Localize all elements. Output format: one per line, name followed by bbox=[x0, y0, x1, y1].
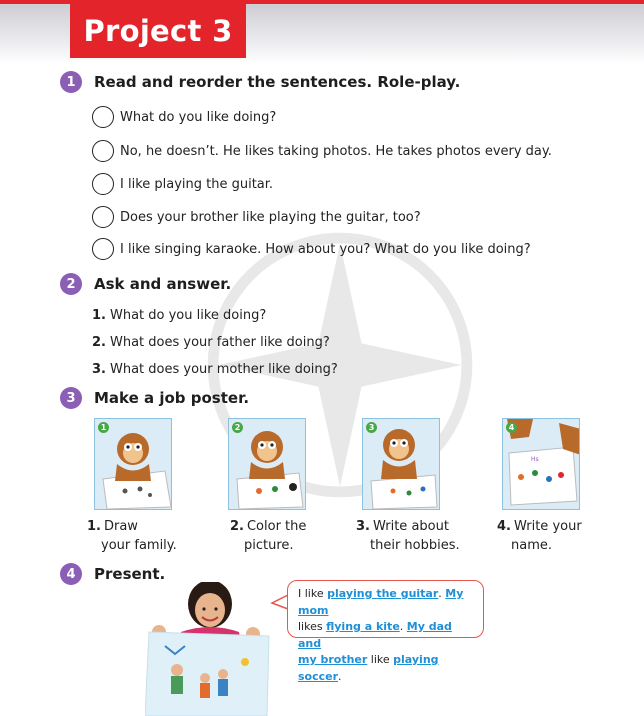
order-circle[interactable] bbox=[92, 173, 114, 195]
speech-answer: My dad and bbox=[298, 620, 452, 650]
section-1-heading bbox=[60, 71, 460, 93]
speech-answer: my brother bbox=[298, 653, 368, 666]
step-1-badge: 1 bbox=[98, 422, 109, 433]
question-text: What does your mother like doing? bbox=[109, 362, 338, 377]
sentence-row bbox=[92, 106, 276, 128]
section-2-heading bbox=[60, 273, 231, 295]
step-4-image bbox=[502, 418, 580, 510]
sentence-text: No, he doesn’t. He likes taking photos. He takes photos every day. bbox=[120, 143, 552, 159]
speech-answer: playing soccer bbox=[298, 653, 439, 683]
step-line-2: picture. bbox=[244, 538, 294, 553]
step-line-1: Write about bbox=[372, 519, 449, 534]
order-circle[interactable] bbox=[92, 206, 114, 228]
section-4-number: 4 bbox=[60, 563, 82, 585]
speech-answer: playing the guitar bbox=[327, 587, 439, 600]
step-line-2: your family. bbox=[101, 538, 177, 553]
step-line-1: Draw bbox=[103, 519, 138, 534]
sentence-row bbox=[92, 206, 421, 228]
section-3-heading bbox=[60, 387, 249, 409]
order-circle[interactable] bbox=[92, 140, 114, 162]
question-item bbox=[92, 308, 266, 323]
step-line-1: Write your bbox=[513, 519, 582, 534]
question-number: 1. bbox=[92, 308, 106, 323]
step-number: 4. bbox=[497, 519, 511, 534]
step-line-1: Color the bbox=[246, 519, 307, 534]
step-4-badge: 4 bbox=[506, 422, 517, 433]
speech-word: I like bbox=[298, 587, 324, 600]
step-2-badge: 2 bbox=[232, 422, 243, 433]
sentence-row bbox=[92, 173, 273, 195]
speech-word: likes bbox=[298, 620, 323, 633]
step-1-caption bbox=[87, 517, 177, 555]
question-item bbox=[92, 362, 338, 377]
finished-poster-icon bbox=[503, 419, 580, 510]
order-circle[interactable] bbox=[92, 238, 114, 260]
section-1-title: Read and reorder the sentences. Role-play. bbox=[94, 73, 461, 91]
page-title: Project 3 bbox=[70, 4, 246, 58]
step-3-image bbox=[362, 418, 440, 510]
step-2-image bbox=[228, 418, 306, 510]
question-number: 3. bbox=[92, 362, 106, 377]
sentence-text: What do you like doing? bbox=[120, 109, 277, 125]
question-text: What do you like doing? bbox=[109, 308, 267, 323]
sentence-row bbox=[92, 140, 552, 162]
step-1-image bbox=[94, 418, 172, 510]
question-text: What does your father like doing? bbox=[109, 335, 330, 350]
section-2-title: Ask and answer. bbox=[94, 275, 232, 293]
monkey-drawing-icon bbox=[95, 419, 172, 510]
speech-bubble bbox=[287, 580, 484, 683]
section-1-number: 1 bbox=[60, 71, 82, 93]
speech-word: like bbox=[370, 653, 390, 666]
sentence-row bbox=[92, 238, 531, 260]
step-3-badge: 3 bbox=[366, 422, 377, 433]
sentence-text: Does your brother like playing the guitar, too? bbox=[120, 209, 421, 225]
speech-word: . bbox=[399, 620, 404, 633]
monkey-coloring-icon bbox=[229, 419, 306, 510]
speech-word: . bbox=[338, 669, 342, 683]
step-number: 1. bbox=[87, 519, 101, 534]
sentence-text: I like playing the guitar. bbox=[120, 176, 274, 192]
question-item bbox=[92, 335, 330, 350]
speech-line-2 bbox=[298, 619, 473, 652]
step-number: 3. bbox=[356, 519, 370, 534]
order-circle[interactable] bbox=[92, 106, 114, 128]
section-3-number: 3 bbox=[60, 387, 82, 409]
step-3-caption bbox=[356, 517, 460, 555]
monkey-writing-icon bbox=[363, 419, 440, 510]
speech-answer: flying a kite bbox=[326, 620, 400, 633]
section-3-title: Make a job poster. bbox=[94, 389, 250, 407]
sentence-text: I like singing karaoke. How about you? What do you like doing? bbox=[120, 241, 531, 257]
poster-caption: Hs bbox=[531, 456, 539, 463]
speech-word: . bbox=[438, 587, 442, 600]
speech-answer: My mom bbox=[298, 587, 464, 617]
step-4-caption bbox=[497, 517, 582, 555]
step-number: 2. bbox=[230, 519, 244, 534]
question-number: 2. bbox=[92, 335, 106, 350]
girl-with-poster-illustration bbox=[145, 582, 280, 716]
step-line-2: their hobbies. bbox=[370, 538, 460, 553]
section-4-title: Present. bbox=[94, 565, 166, 583]
section-2-number: 2 bbox=[60, 273, 82, 295]
step-2-caption bbox=[230, 517, 306, 555]
speech-line-1 bbox=[298, 586, 473, 619]
step-line-2: name. bbox=[511, 538, 552, 553]
speech-line-3 bbox=[298, 652, 473, 685]
